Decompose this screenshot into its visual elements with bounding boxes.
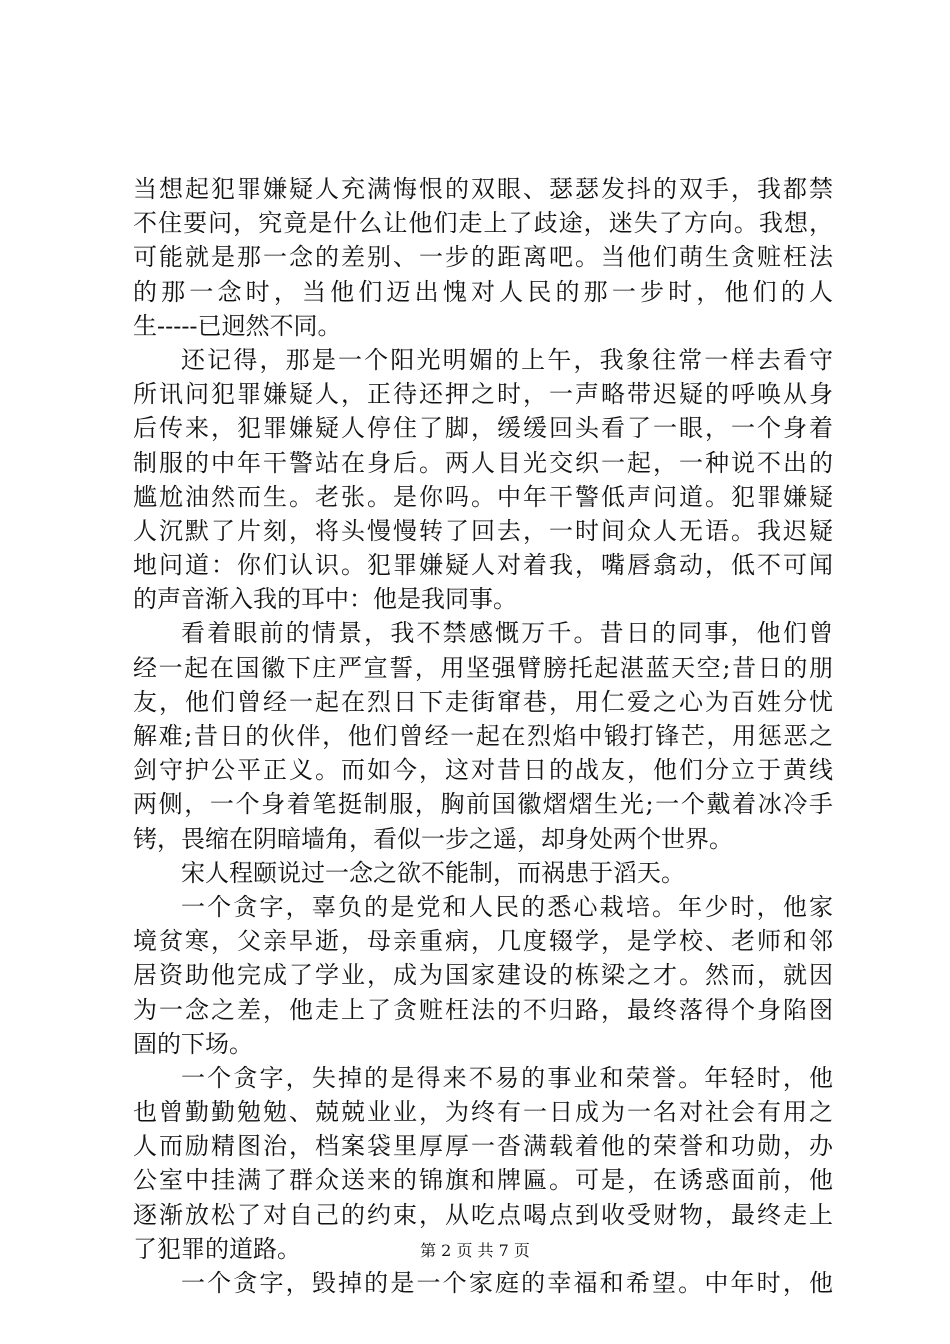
text-line: 地问道：你们认识。犯罪嫌疑人对着我，嘴唇翕动，低不可闻 bbox=[133, 551, 833, 580]
text-line: 一个贪字，失掉的是得来不易的事业和荣誉。年轻时，他 bbox=[181, 1063, 833, 1092]
text-line: 可能就是那一念的差别、一步的距离吧。当他们萌生贪赃枉法 bbox=[133, 243, 833, 272]
text-line: 为一念之差，他走上了贪赃枉法的不归路，最终落得个身陷囹 bbox=[133, 995, 833, 1024]
text-line: 不住要问，究竟是什么让他们走上了歧途，迷失了方向。我想， bbox=[133, 209, 833, 238]
text-line: 居资助他完成了学业，成为国家建设的栋梁之才。然而，就因 bbox=[133, 961, 833, 990]
page-footer: 第 2 页 共 7 页 bbox=[420, 1241, 530, 1260]
text-line: 了犯罪的道路。 bbox=[133, 1234, 301, 1263]
text-line: 一个贪字，辜负的是党和人民的悉心栽培。年少时，他家 bbox=[181, 892, 833, 921]
text-line: 剑守护公平正义。而如今，这对昔日的战友，他们分立于黄线 bbox=[133, 756, 833, 785]
text-line: 的声音渐入我的耳中：他是我同事。 bbox=[133, 585, 517, 614]
text-line: 一个贪字，毁掉的是一个家庭的幸福和希望。中年时，他 bbox=[181, 1269, 833, 1297]
text-line: 人沉默了片刻，将头慢慢转了回去，一时间众人无语。我迟疑 bbox=[133, 516, 833, 545]
text-line: 所讯问犯罪嫌疑人，正待还押之时，一声略带迟疑的呼唤从身 bbox=[133, 380, 833, 409]
text-line: 的那一念时，当他们迈出愧对人民的那一步时，他们的人 bbox=[133, 277, 833, 306]
text-line: 解难;昔日的伙伴，他们曾经一起在烈焰中锻打锋芒，用惩恶之 bbox=[133, 722, 833, 750]
text-line: 公室中挂满了群众送来的锦旗和牌匾。可是，在诱惑面前，他 bbox=[133, 1166, 833, 1195]
text-line: 还记得，那是一个阳光明媚的上午，我象往常一样去看守 bbox=[181, 345, 833, 374]
text-line: 看着眼前的情景，我不禁感慨万千。昔日的同事，他们曾 bbox=[181, 619, 833, 648]
text-line: 铐，畏缩在阴暗墙角，看似一步之遥，却身处两个世界。 bbox=[133, 824, 733, 853]
text-line: 逐渐放松了对自己的约束，从吃点喝点到收受财物，最终走上 bbox=[133, 1200, 833, 1229]
document-body bbox=[133, 172, 833, 1300]
text-line: 友，他们曾经一起在烈日下走街窜巷，用仁爱之心为百姓分忧 bbox=[133, 687, 833, 716]
text-line: 制服的中年干警站在身后。两人目光交织一起，一种说不出的 bbox=[133, 448, 833, 477]
text-line: 圄的下场。 bbox=[133, 1029, 253, 1058]
text-line: 两侧，一个身着笔挺制服，胸前国徽熠熠生光;一个戴着冰冷手 bbox=[133, 790, 833, 819]
text-line: 后传来，犯罪嫌疑人停住了脚，缓缓回头看了一眼，一个身着 bbox=[133, 414, 833, 443]
text-line: 经一起在国徽下庄严宣誓，用坚强臂膀托起湛蓝天空;昔日的朋 bbox=[133, 653, 833, 682]
text-line: 宋人程颐说过一念之欲不能制，而祸患于滔天。 bbox=[181, 858, 685, 887]
text-line: 生-----已迥然不同。 bbox=[133, 311, 342, 340]
text-line: 也曾勤勤勉勉、兢兢业业，为终有一日成为一名对社会有用之 bbox=[133, 1098, 833, 1127]
text-line: 人而励精图治，档案袋里厚厚一沓满载着他的荣誉和功勋，办 bbox=[133, 1132, 833, 1161]
text-line: 当想起犯罪嫌疑人充满悔恨的双眼、瑟瑟发抖的双手，我都禁 bbox=[133, 175, 833, 203]
text-line: 境贫寒，父亲早逝，母亲重病，几度辍学，是学校、老师和邻 bbox=[133, 927, 833, 956]
text-line: 尴尬油然而生。老张。是你吗。中年干警低声问道。犯罪嫌疑 bbox=[133, 482, 833, 511]
